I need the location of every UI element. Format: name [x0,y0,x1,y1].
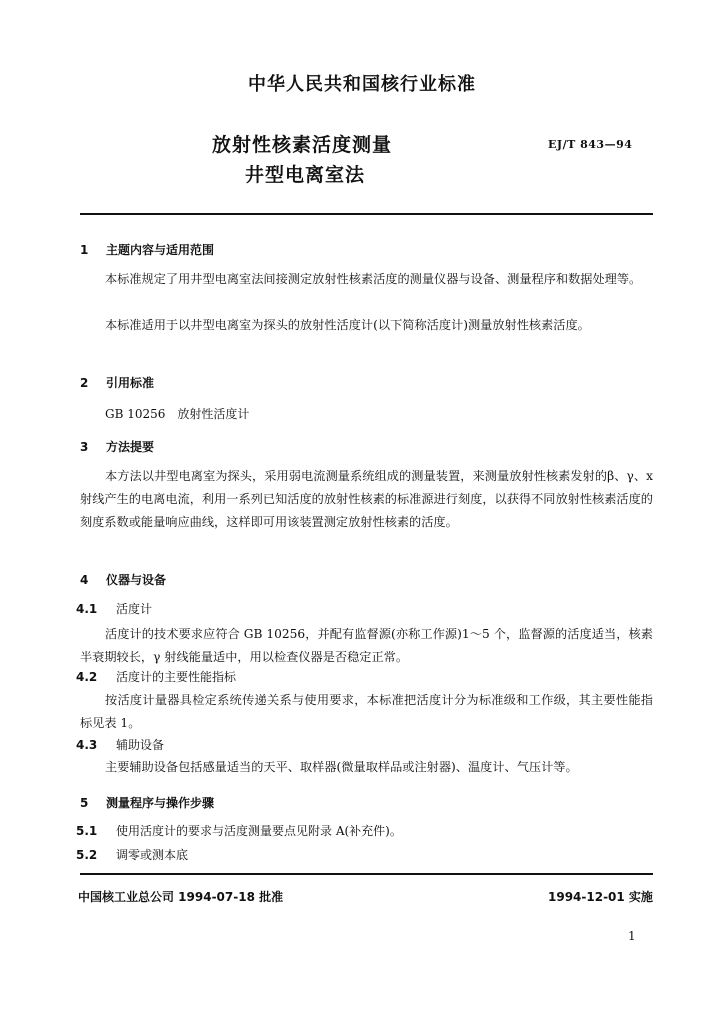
implementation-date: 1994-12-01 实施 [548,890,653,904]
referenced-standard: GB 10256 放射性活度计 [105,407,250,421]
section-3-paragraph: 本方法以井型电离室为探头，采用弱电流测量系统组成的测量装置，来测量放射性核素发射的β、γ、x 射线产生的电离电流，利用一系列已知活度的放射性核素的标准源进行刻度，以获得不同放射性核素活度的刻度系数或能量响应曲线，这样即可用该装置测定放射性核素的活度。 [80,469,653,529]
section-1-heading [80,241,214,258]
section-title: 引用标准 [106,376,155,390]
section-title: 仪器与设备 [106,573,167,587]
standard-code: EJ/T 843—94 [548,138,633,151]
subsection-5-2 [76,846,188,863]
subsection-title: 活度计的主要性能指标 [116,670,237,684]
section-1-paragraph-1: 本标准规定了用井型电离室法间接测定放射性核素活度的测量仪器与设备、测量程序和数据处理等。 [105,272,642,286]
subsection-title: 辅助设备 [116,738,165,752]
page-number: 1 [628,929,636,943]
section-1-paragraph-2: 本标准适用于以井型电离室为探头的放射性活度计(以下简称活度计)测量放射性核素活度。 [105,318,590,332]
subsection-4-1-paragraph: 活度计的技术要求应符合 GB 10256，并配有监督源(亦称工作源)1～5 个，监督源的活度适当，核素半衰期较长，γ 射线能量适中，用以检查仪器是否稳定正常。 [80,627,653,664]
section-2-heading [80,374,154,391]
subsection-title: 活度计 [116,602,153,616]
subsection-number: 4.1 [76,602,98,616]
section-number: 5 [80,796,89,810]
subsection-text: 使用活度计的要求与活度测量要点见附录 A(补充件)。 [116,824,402,838]
subsection-number: 4.3 [76,738,98,752]
subsection-5-1 [76,822,402,839]
subsection-4-2-paragraph: 按活度计量器具检定系统传递关系与使用要求，本标准把活度计分为标准级和工作级，其主要性能指标见表 1。 [80,693,653,730]
subsection-4-2-heading [76,668,236,685]
section-5-heading [80,794,214,811]
approval-info: 中国核工业总公司 1994-07-18 批准 [78,890,284,904]
standard-category-header: 中华人民共和国核行业标准 [248,74,476,95]
document-title-line1: 放射性核素活度测量 [212,134,393,156]
document-title-line2: 井型电离室法 [245,164,366,186]
section-title: 测量程序与操作步骤 [106,796,215,810]
subsection-4-3-heading [76,736,164,753]
subsection-text: 调零或测本底 [116,848,189,862]
subsection-number: 5.2 [76,848,98,862]
section-title: 方法提要 [106,440,155,454]
section-4-heading [80,571,166,588]
section-number: 1 [80,243,89,257]
section-title: 主题内容与适用范围 [106,243,215,257]
subsection-number: 5.1 [76,824,98,838]
footer-divider [80,873,653,875]
section-number: 3 [80,440,89,454]
header-divider [80,213,653,215]
subsection-4-1-heading [76,600,152,617]
subsection-number: 4.2 [76,670,98,684]
subsection-4-3-paragraph: 主要辅助设备包括感量适当的天平、取样器(微量取样品或注射器)、温度计、气压计等。 [105,760,578,774]
section-number: 2 [80,376,89,390]
section-number: 4 [80,573,89,587]
section-3-heading [80,438,154,455]
